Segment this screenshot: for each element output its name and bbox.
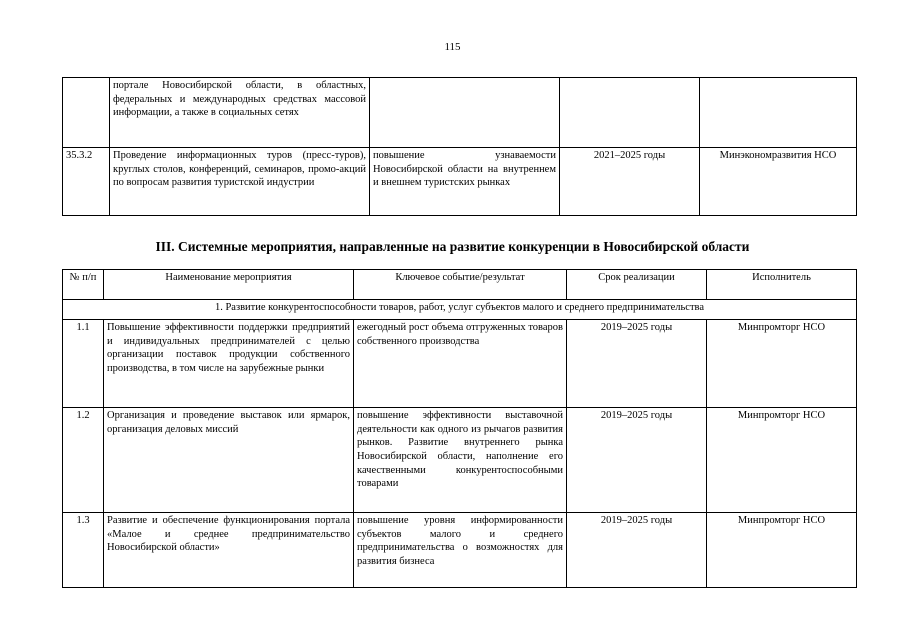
event-result: ежегодный рост объема отгруженных товаров собственного производства [354,320,567,408]
subsection-title: 1. Развитие конкурентоспособности товаров, работ, услуг субъектов малого и среднего предпринимательства [63,300,857,320]
event-result: повышение уровня информированности субъектов малого и среднего предпринимательства о возможностях для развития бизнеса [354,513,567,588]
table-row [63,513,857,588]
event-term: 2021–2025 годы [560,148,700,216]
event-result [370,78,560,148]
table-header-row [63,270,857,300]
event-name: Проведение информационных туров (пресс-туров), круглых столов, конференций, семинаров, промо-акций по вопросам развития туристской индустрии [110,148,370,216]
header-name: Наименование мероприятия [104,270,354,300]
event-name: порталe Новосибирской области, в областных, федеральных и международных средствах массовой информации, а также в социальных сетях [110,78,370,148]
table-row [63,78,857,148]
header-term: Срок реализации [567,270,707,300]
event-executor [700,78,857,148]
event-executor: Минэкономразвития НСО [700,148,857,216]
header-executor: Исполнитель [707,270,857,300]
event-term: 2019–2025 годы [567,408,707,513]
table-row [63,320,857,408]
header-num: № п/п [63,270,104,300]
header-result: Ключевое событие/результат [354,270,567,300]
event-name: Организация и проведение выставок или ярмарок, организация деловых миссий [104,408,354,513]
table-row [63,148,857,216]
event-term: 2019–2025 годы [567,320,707,408]
event-executor: Минпромторг НСО [707,513,857,588]
row-number [63,78,110,148]
event-name: Повышение эффективности поддержки предприятий и индивидуальных предпринимателей с целью организации поставок продукции собственного производства, в том числе на зарубежные рынки [104,320,354,408]
event-term [560,78,700,148]
row-number: 1.3 [63,513,104,588]
event-result: повышение эффективности выставочной деятельности как одного из рычагов развития рынков. Развитие внутреннего рынка Новосибирской области, наполнение его качественными конкурентоспособными товарами [354,408,567,513]
table-row [63,408,857,513]
section-title: III. Системные мероприятия, направленные на развитие конкуренции в Новосибирской области [155,239,750,254]
subsection-row [63,300,857,320]
event-result: повышение узнаваемости Новосибирской области на внутреннем и внешнем туристских рынках [370,148,560,216]
event-executor: Минпромторг НСО [707,408,857,513]
row-number: 1.1 [63,320,104,408]
main-table [62,269,857,588]
continuation-table [62,77,857,216]
event-name: Развитие и обеспечение функционирования портала «Малое и среднее предпринимательство Новосибирской области» [104,513,354,588]
event-executor: Минпромторг НСО [707,320,857,408]
event-term: 2019–2025 годы [567,513,707,588]
row-number: 1.2 [63,408,104,513]
row-number: 35.3.2 [63,148,110,216]
page-number: 115 [444,41,461,53]
